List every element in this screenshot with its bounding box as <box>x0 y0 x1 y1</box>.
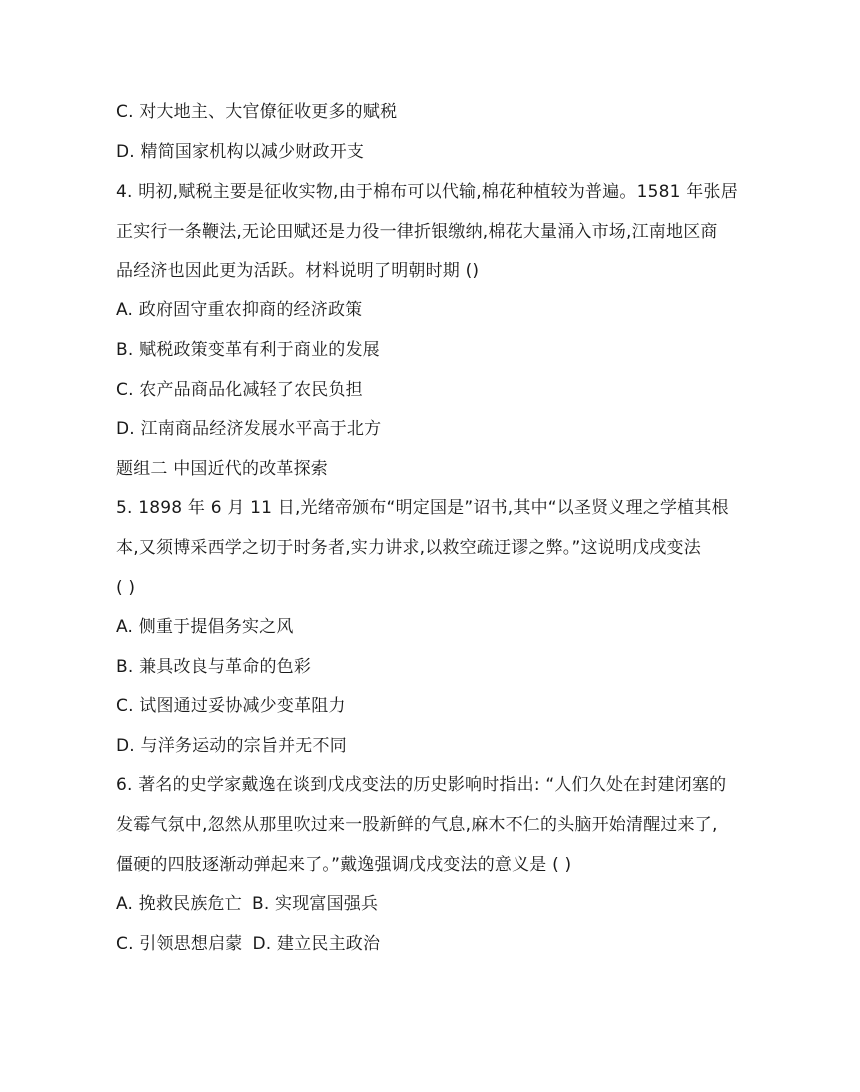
q6-options-row-2 <box>116 933 752 955</box>
q6-options-row-1 <box>116 893 752 915</box>
q4-option-d: D. 江南商品经济发展水平高于北方 <box>116 419 382 439</box>
q4-stem-line-1: 4. 明初,赋税主要是征收实物,由于棉布可以代输,棉花种植较为普遍。1581 年张居 <box>116 182 738 202</box>
q4-option-a: A. 政府固守重农抑商的经济政策 <box>116 300 363 320</box>
q5-option-d: D. 与洋务运动的宗旨并无不同 <box>116 736 347 756</box>
q5-stem-line-3: ( ) <box>116 578 136 598</box>
q5-option-b: B. 兼具改良与革命的色彩 <box>116 657 312 677</box>
q4-option-c: C. 农产品商品化减轻了农民负担 <box>116 380 363 400</box>
q4-stem-line-2: 正实行一条鞭法,无论田赋还是力役一律折银缴纳,棉花大量涌入市场,江南地区商 <box>116 222 718 242</box>
q5-stem-line-2: 本,又须博采西学之切于时务者,实力讲求,以救空疏迂谬之弊。”这说明戊戌变法 <box>116 538 701 558</box>
q6-option-a: A. 挽救民族危亡 <box>116 894 242 914</box>
q6-option-c: C. 引领思想启蒙 <box>116 934 243 954</box>
q3-option-c: C. 对大地主、大官僚征收更多的赋税 <box>116 102 398 122</box>
q4-stem-line-3: 品经济也因此更为活跃。材料说明了明朝时期 () <box>116 261 480 281</box>
q6-stem-line-2: 发霉气氛中,忽然从那里吹过来一股新鲜的气息,麻木不仁的头脑开始清醒过来了, <box>116 815 718 835</box>
q6-stem-line-1: 6. 著名的史学家戴逸在谈到戊戌变法的历史影响时指出: “人们久处在封建闭塞的 <box>116 775 727 795</box>
q3-option-d: D. 精简国家机构以减少财政开支 <box>116 142 365 162</box>
q5-option-c: C. 试图通过妥协减少变革阻力 <box>116 696 346 716</box>
section-heading: 题组二 中国近代的改革探索 <box>116 459 329 479</box>
q6-option-b: B. 实现富国强兵 <box>251 894 379 914</box>
q5-option-a: A. 侧重于提倡务实之风 <box>116 617 294 637</box>
q6-stem-line-3: 僵硬的四肢逐渐动弹起来了。”戴逸强调戊戌变法的意义是 ( ) <box>116 855 572 875</box>
q4-option-b: B. 赋税政策变革有利于商业的发展 <box>116 340 380 360</box>
q5-stem-line-1: 5. 1898 年 6 月 11 日,光绪帝颁布“明定国是”诏书,其中“以圣贤义理之学植其根 <box>116 498 729 518</box>
q6-option-d: D. 建立民主政治 <box>252 934 381 954</box>
